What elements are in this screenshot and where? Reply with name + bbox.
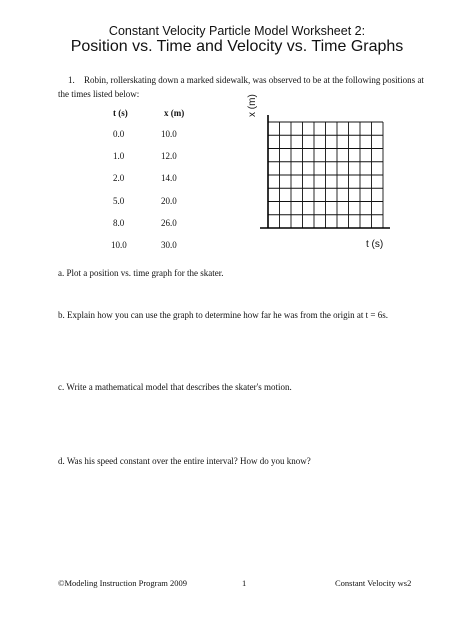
table-cell-x: 26.0 <box>161 218 177 228</box>
table-cell-t: 2.0 <box>113 173 125 183</box>
table-cell-t: 0.0 <box>113 129 125 139</box>
table-cell-x: 12.0 <box>161 151 177 161</box>
problem-number: 1. <box>68 75 75 85</box>
table-header-position: x (m) <box>164 108 185 118</box>
table-cell-t: 10.0 <box>111 240 127 250</box>
problem-text-line2: the times listed below: <box>58 89 140 99</box>
table-header-time: t (s) <box>113 108 128 118</box>
footer-page-number: 1 <box>242 578 247 588</box>
table-cell-t: 8.0 <box>113 218 125 228</box>
question-b: b. Explain how you can use the graph to determine how far he was from the origin at t = 6s. <box>58 310 388 320</box>
question-a: a. Plot a position vs. time graph for the skater. <box>58 268 224 278</box>
table-cell-t: 1.0 <box>113 151 125 161</box>
graph-x-axis-label: t (s) <box>366 239 384 250</box>
blank-graph-grid <box>252 112 392 242</box>
worksheet-subtitle: Constant Velocity Particle Model Worksheet 2: <box>108 24 366 38</box>
question-d: d. Was his speed constant over the entire interval? How do you know? <box>58 456 311 466</box>
question-c: c. Write a mathematical model that describes the skater's motion. <box>58 382 292 392</box>
graph-y-axis-label: x (m) <box>247 94 258 117</box>
table-cell-x: 20.0 <box>161 196 177 206</box>
graph-grid-svg <box>252 112 392 237</box>
worksheet-title: Position vs. Time and Velocity vs. Time Graphs <box>70 38 404 55</box>
table-cell-x: 14.0 <box>161 173 177 183</box>
table-cell-x: 30.0 <box>161 240 177 250</box>
table-cell-x: 10.0 <box>161 129 177 139</box>
table-cell-t: 5.0 <box>113 196 125 206</box>
footer-copyright: ©Modeling Instruction Program 2009 <box>58 578 187 588</box>
problem-text-line1: Robin, rollerskating down a marked sidewalk, was observed to be at the following positions at <box>84 75 424 85</box>
footer-doc-id: Constant Velocity ws2 <box>335 578 412 588</box>
